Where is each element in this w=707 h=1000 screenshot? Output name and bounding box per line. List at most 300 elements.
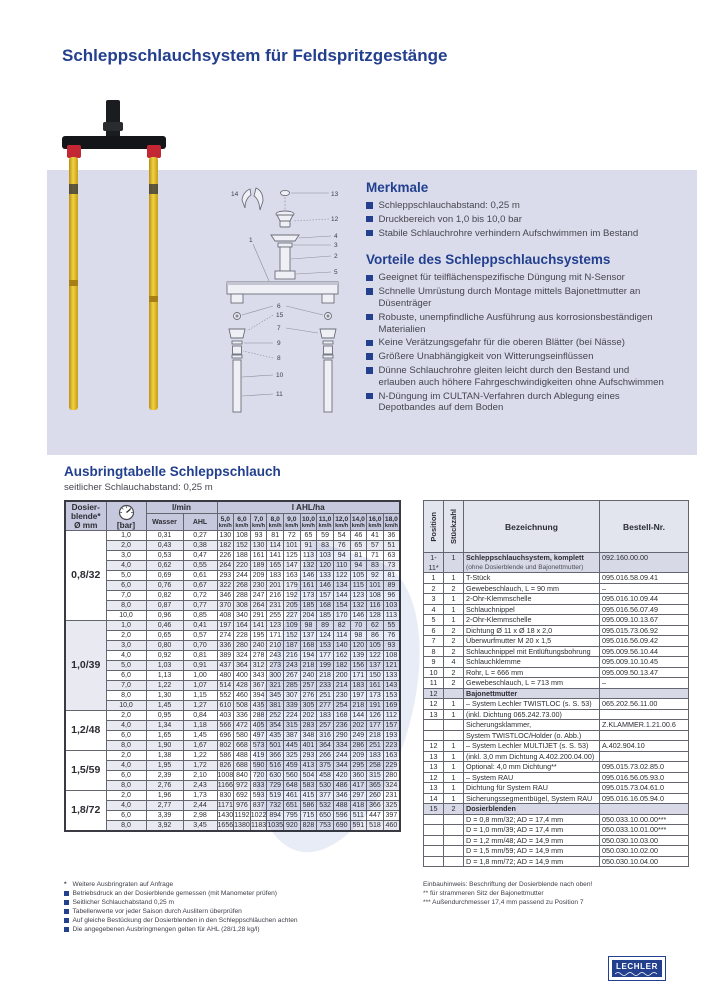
parts-footnote: *** Außendurchmesser 17,4 mm passend zu Position 7 <box>423 899 584 906</box>
flow-value-cell: 161 <box>367 681 384 691</box>
flow-value-cell: 590 <box>250 761 267 771</box>
flow-value-cell: 366 <box>367 801 384 811</box>
flow-table-subheading: seitlicher Schlauchabstand: 0,25 m <box>64 482 213 493</box>
parts-cell-ordernr: 050.030.10.02.00 <box>600 846 689 857</box>
flow-value-cell: 218 <box>300 661 317 671</box>
flow-table-row <box>65 781 400 791</box>
ahl-cell: 0,72 <box>183 591 217 601</box>
flow-value-cell: 51 <box>383 541 400 551</box>
parts-cell-name: Gewebeschlauch, L = 90 mm <box>464 583 600 594</box>
flow-value-cell: 123 <box>350 591 367 601</box>
ahl-cell: 0,85 <box>183 611 217 621</box>
parts-cell-ordernr: A.402.904.10 <box>600 741 689 752</box>
flow-value-cell: 54 <box>333 531 350 541</box>
flow-value-cell: 94 <box>333 551 350 561</box>
flow-value-cell: 200 <box>333 671 350 681</box>
flow-value-cell: 336 <box>234 711 251 721</box>
pressure-unit-label: [bar] <box>116 521 136 530</box>
col-header-dosierblende <box>65 501 106 531</box>
ahl-cell: 1,73 <box>183 791 217 801</box>
ring-part <box>278 243 292 247</box>
bayonet-nut-part <box>280 221 290 227</box>
flow-value-cell: 185 <box>317 611 334 621</box>
flow-value-cell: 795 <box>284 811 301 821</box>
parts-cell-ordernr: Z.KLAMMER.1.21.00.6 <box>600 720 689 731</box>
flow-value-cell: 240 <box>300 671 317 681</box>
flow-value-cell: 65 <box>350 541 367 551</box>
flow-value-cell: 228 <box>234 631 251 641</box>
pressure-cell: 7,0 <box>106 681 146 691</box>
bullet-square-icon <box>366 353 373 360</box>
parts-cell-ordernr: 095.009.56.10.44 <box>600 646 689 657</box>
flow-value-cell: 286 <box>350 741 367 751</box>
feature-item <box>366 214 668 226</box>
flow-value-cell: 89 <box>383 581 400 591</box>
flow-value-cell: 103 <box>317 551 334 561</box>
flow-value-cell: 201 <box>267 581 284 591</box>
flow-value-cell: 103 <box>383 601 400 611</box>
flow-value-cell: 596 <box>333 811 350 821</box>
parts-table-row <box>424 657 689 668</box>
flow-value-cell: 57 <box>367 541 384 551</box>
wasser-cell: 0,53 <box>146 551 183 561</box>
flow-value-cell: 216 <box>284 651 301 661</box>
parts-cell-position <box>424 835 444 846</box>
parts-cell-position: 6 <box>424 625 444 636</box>
page-title: Schleppschlauchsystem für Feldspritzgestänge <box>62 46 448 65</box>
col-header-speed: 6,0 km/h <box>235 515 249 529</box>
flow-value-cell: 293 <box>300 751 317 761</box>
flow-value-cell: 243 <box>267 651 284 661</box>
col-header-bestellnr: Bestell-Nr. <box>600 501 689 553</box>
parts-footnote: ** für strammeren Sitz der Bajonettmutter <box>423 890 544 897</box>
parts-cell-position: 12 <box>424 699 444 710</box>
bullet-square-icon <box>64 918 69 923</box>
flow-value-cell: 41 <box>367 531 384 541</box>
col-header-pressure <box>106 501 146 531</box>
flow-value-cell: 86 <box>367 631 384 641</box>
wasser-cell: 1,13 <box>146 671 183 681</box>
bullet-square-icon <box>366 230 373 237</box>
flow-value-cell: 344 <box>333 761 350 771</box>
flow-value-cell: 223 <box>383 741 400 751</box>
flow-value-cell: 92 <box>367 571 384 581</box>
parts-cell-qty <box>444 720 464 731</box>
flow-value-cell: 140 <box>333 641 350 651</box>
flow-value-cell: 183 <box>367 751 384 761</box>
pressure-cell: 2,0 <box>106 711 146 721</box>
advantage-item <box>366 286 668 310</box>
flow-value-cell: 89 <box>317 621 334 631</box>
flow-value-cell: 586 <box>217 751 234 761</box>
wasser-cell: 0,95 <box>146 711 183 721</box>
wasser-cell: 3,92 <box>146 821 183 832</box>
flow-value-cell: 530 <box>317 781 334 791</box>
orifice-section-label: 0,8/32 <box>65 531 106 621</box>
advantage-item <box>366 337 668 349</box>
washer-part <box>327 315 329 317</box>
parts-cell-qty: 1 <box>444 594 464 605</box>
flow-value-cell: 157 <box>317 591 334 601</box>
flow-table-row <box>65 681 400 691</box>
parts-table-row <box>424 625 689 636</box>
parts-cell-name: 2-Ohr-Klemmschelle <box>464 594 600 605</box>
flow-value-cell: 124 <box>317 631 334 641</box>
parts-table-row <box>424 573 689 584</box>
flow-value-cell: 1171 <box>217 802 233 809</box>
pressure-cell: 6,0 <box>106 731 146 741</box>
header-line: Dosier- <box>71 502 100 512</box>
flow-value-cell: 147 <box>284 561 301 571</box>
bullet-square-icon <box>366 314 373 321</box>
pressure-cell: 1,0 <box>106 531 146 541</box>
cap-part <box>271 235 299 241</box>
flow-value-cell: 418 <box>350 801 367 811</box>
flow-value-cell: 101 <box>367 581 384 591</box>
flow-value-cell: 367 <box>250 681 267 691</box>
pressure-cell: 6,0 <box>106 811 146 821</box>
parts-table-row <box>424 720 689 731</box>
flow-value-cell: 729 <box>267 781 284 791</box>
parts-cell-name: Schlauchnippel mit Entlüftungsbohrung <box>464 646 600 657</box>
bullet-square-icon <box>64 927 69 932</box>
bayonet-nut-part <box>277 215 293 221</box>
parts-cell-name: Gewebeschlauch, L = 713 mm <box>464 678 600 689</box>
parts-cell-name: Sicherungssegmentbügel, System RAU <box>464 793 600 804</box>
flow-value-cell: 153 <box>317 641 334 651</box>
flow-value-cell: 472 <box>234 721 251 731</box>
parts-cell-qty: 1 <box>444 615 464 626</box>
bullet-text: Schnelle Umrüstung durch Montage mittels Bajonettmutter an Düsenträger <box>378 286 641 309</box>
parts-table-row <box>424 793 689 804</box>
flow-value-cell: 648 <box>284 781 301 791</box>
diagram-callout-label: 8 <box>277 355 281 362</box>
bullet-text: Geeignet für teilflächenspezifische Düngung mit N-Sensor <box>378 272 625 284</box>
ahl-cell: 0,47 <box>183 551 217 561</box>
parts-list-table <box>423 500 689 867</box>
parts-cell-position: 4 <box>424 604 444 615</box>
flow-value-cell: 123 <box>267 621 284 631</box>
flow-rate-table <box>64 500 401 832</box>
col-header-qty: Stückzahl <box>444 501 464 553</box>
col-header-speed: 8,0 km/h <box>268 515 282 529</box>
parts-cell-position: 8 <box>424 646 444 657</box>
ahl-cell: 0,81 <box>183 651 217 661</box>
flow-table-row <box>65 731 400 741</box>
ring-part <box>323 341 333 344</box>
parts-table-row <box>424 741 689 752</box>
diagram-callout-label: 7 <box>277 325 281 332</box>
flow-value-cell: 1380 <box>234 822 250 829</box>
flow-value-cell: 428 <box>234 681 251 691</box>
seal-part <box>281 190 290 195</box>
diagram-callout-label: 4 <box>334 233 338 240</box>
flow-value-cell: 98 <box>300 621 317 631</box>
parts-cell-position <box>424 730 444 741</box>
pressure-cell: 4,0 <box>106 721 146 731</box>
flow-value-cell: 108 <box>367 591 384 601</box>
flow-table-row <box>65 571 400 581</box>
flow-value-cell: 283 <box>300 721 317 731</box>
parts-cell-ordernr <box>600 688 689 699</box>
wasser-cell: 0,87 <box>146 601 183 611</box>
clamp-part <box>254 188 263 210</box>
flow-value-cell: 177 <box>367 721 384 731</box>
flow-value-cell: 81 <box>383 571 400 581</box>
pressure-cell: 10,0 <box>106 611 146 621</box>
flow-value-cell: 157 <box>383 721 400 731</box>
flow-value-cell: 247 <box>250 591 267 601</box>
flow-table-row <box>65 541 400 551</box>
flow-value-cell: 690 <box>333 821 350 832</box>
flow-value-cell: 230 <box>333 691 350 701</box>
flow-value-cell: 692 <box>234 791 251 801</box>
parts-cell-ordernr <box>600 730 689 741</box>
parts-cell-qty: 1 <box>444 772 464 783</box>
diagram-callout-label: 3 <box>334 242 338 249</box>
parts-cell-qty: 1 <box>444 604 464 615</box>
parts-cell-ordernr: 095.016.56.07.49 <box>600 604 689 615</box>
col-header-speed: 14,0 km/h <box>351 515 365 529</box>
flow-value-cell: 833 <box>250 781 267 791</box>
flow-value-cell: 1008 <box>217 772 234 779</box>
flow-value-cell: 273 <box>267 661 284 671</box>
wasser-cell: 1,95 <box>146 761 183 771</box>
wasser-cell: 0,46 <box>146 621 183 631</box>
parts-cell-name: Dosierblenden <box>464 804 600 815</box>
flow-value-cell: 46 <box>350 531 367 541</box>
flow-value-cell: 165 <box>267 561 284 571</box>
flow-value-cell: 122 <box>333 571 350 581</box>
parts-table-row <box>424 772 689 783</box>
flow-value-cell: 236 <box>333 721 350 731</box>
col-header-speed: 7,0 km/h <box>252 515 266 529</box>
flow-value-cell: 109 <box>284 621 301 631</box>
ahl-cell: 0,67 <box>183 581 217 591</box>
parts-cell-name: D = 1,8 mm/72; AD = 14,9 mm <box>464 856 600 867</box>
bullet-text: Größere Unabhängigkeit von Witterungseinflüssen <box>378 351 594 363</box>
flow-value-cell: 976 <box>234 801 251 811</box>
parts-cell-ordernr: 095.016.16.05.94.0 <box>600 793 689 804</box>
flow-value-cell: 840 <box>234 771 251 781</box>
flow-value-cell: 191 <box>367 701 384 711</box>
flow-value-cell: 459 <box>284 761 301 771</box>
parts-table-row <box>424 814 689 825</box>
wasser-cell: 0,80 <box>146 641 183 651</box>
parts-table-row <box>424 594 689 605</box>
parts-cell-qty: 2 <box>444 804 464 815</box>
flow-value-cell: 93 <box>250 531 267 541</box>
bullet-square-icon <box>64 900 69 905</box>
parts-table-row <box>424 699 689 710</box>
flow-value-cell: 199 <box>317 661 334 671</box>
flow-value-cell: 183 <box>317 711 334 721</box>
flow-value-cell: 394 <box>250 691 267 701</box>
flow-value-cell: 216 <box>267 591 284 601</box>
parts-cell-name: (inkl. Dichtung 065.242.73.00) <box>464 709 600 720</box>
manifold-stub <box>322 294 334 303</box>
ahl-cell: 2,98 <box>183 811 217 821</box>
ahl-cell: 3,45 <box>183 821 217 832</box>
parts-table-row <box>424 825 689 836</box>
parts-cell-name: D = 1,2 mm/48; AD = 14,9 mm <box>464 835 600 846</box>
flow-value-cell: 802 <box>217 741 234 751</box>
parts-cell-position <box>424 720 444 731</box>
parts-cell-position: 7 <box>424 636 444 647</box>
flow-value-cell: 324 <box>383 781 400 791</box>
parts-cell-name: 2-Ohr-Klemmschelle <box>464 615 600 626</box>
diagram-callout-label: 1 <box>249 237 253 244</box>
flow-value-cell: 240 <box>250 641 267 651</box>
ahl-cell: 0,84 <box>183 711 217 721</box>
flow-value-cell: 364 <box>234 661 251 671</box>
ahl-cell: 2,43 <box>183 781 217 791</box>
flow-value-cell: 593 <box>250 791 267 801</box>
flow-value-cell: 152 <box>284 631 301 641</box>
product-photo <box>55 100 185 420</box>
flow-value-cell: 732 <box>267 801 284 811</box>
flow-value-cell: 121 <box>383 661 400 671</box>
flow-value-cell: 278 <box>250 651 267 661</box>
footnote-text: Auf gleiche Bestückung der Dosierblenden in den Schleppschläuchen achten <box>72 917 298 924</box>
flow-value-cell: 415 <box>300 791 317 801</box>
flow-value-cell: 445 <box>284 741 301 751</box>
flow-value-cell: 280 <box>383 771 400 781</box>
parts-cell-ordernr: 050.030.10.04.00 <box>600 856 689 867</box>
flow-table-row <box>65 691 400 701</box>
flow-table-heading: Ausbringtabelle Schleppschlauch <box>64 464 281 479</box>
flow-value-cell: 141 <box>267 551 284 561</box>
col-header-ahl: AHL <box>183 514 217 531</box>
wasser-cell: 3,39 <box>146 811 183 821</box>
parts-cell-qty: 2 <box>444 646 464 657</box>
col-header-wasser: Wasser <box>146 514 183 531</box>
parts-cell-position: 12 <box>424 741 444 752</box>
flow-table-row <box>65 821 400 832</box>
parts-cell-name: – System Lechler MULTIJET (s. S. 53) <box>464 741 600 752</box>
flow-value-cell: 387 <box>284 731 301 741</box>
flow-value-cell: 720 <box>250 771 267 781</box>
parts-cell-ordernr <box>600 709 689 720</box>
flow-value-cell: 59 <box>317 531 334 541</box>
flow-value-cell: 120 <box>317 561 334 571</box>
flow-table-row <box>65 671 400 681</box>
flow-value-cell: 334 <box>333 741 350 751</box>
wasser-cell: 0,43 <box>146 541 183 551</box>
flow-value-cell: 305 <box>300 701 317 711</box>
flow-value-cell: 146 <box>300 571 317 581</box>
flow-value-cell: 163 <box>284 571 301 581</box>
flow-value-cell: 312 <box>250 661 267 671</box>
parts-cell-qty: 1 <box>444 783 464 794</box>
parts-cell-name: System TWISTLOC/Holder (o. Abb.) <box>464 730 600 741</box>
flow-value-cell: 137 <box>367 661 384 671</box>
flow-value-cell: 830 <box>217 791 234 801</box>
pressure-cell: 8,0 <box>106 781 146 791</box>
parts-cell-position <box>424 856 444 867</box>
flow-value-cell: 108 <box>383 651 400 661</box>
flow-value-cell: 308 <box>234 601 251 611</box>
parts-cell-ordernr: 095.009.50.13.47 <box>600 667 689 678</box>
bullet-text: Stabile Schlauchrohre verhindern Aufschwimmen im Bestand <box>378 227 639 239</box>
flow-value-cell: 826 <box>217 761 234 771</box>
flow-value-cell: 162 <box>333 651 350 661</box>
ahl-cell: 1,22 <box>183 751 217 761</box>
flow-value-cell: 389 <box>217 651 234 661</box>
bullet-square-icon <box>366 216 373 223</box>
flow-value-cell: 501 <box>267 741 284 751</box>
parts-cell-qty: 1 <box>444 762 464 773</box>
flow-value-cell: 218 <box>350 701 367 711</box>
flow-value-cell: 122 <box>367 651 384 661</box>
wasser-cell: 0,31 <box>146 531 183 541</box>
parts-cell-qty: 1 <box>444 573 464 584</box>
flow-value-cell: 163 <box>383 751 400 761</box>
parts-footnote: Einbauhinweis: Beschriftung der Dosierblende nach oben! <box>423 881 593 888</box>
flow-value-cell: 255 <box>267 611 284 621</box>
parts-cell-qty: 1 <box>444 793 464 804</box>
flow-value-cell: 460 <box>234 691 251 701</box>
col-header-speed: 12,0 km/h <box>335 515 349 529</box>
flow-value-cell: 125 <box>284 551 301 561</box>
parts-table-row <box>424 678 689 689</box>
parts-cell-qty: 2 <box>444 678 464 689</box>
feature-item <box>366 228 668 240</box>
flow-value-cell: 504 <box>300 771 317 781</box>
flow-value-cell: 218 <box>367 731 384 741</box>
flow-value-cell: 76 <box>333 541 350 551</box>
parts-cell-name: Sicherungsklammer, <box>464 720 600 731</box>
pressure-cell: 3,0 <box>106 641 146 651</box>
wasser-cell: 1,30 <box>146 691 183 701</box>
parts-cell-ordernr: 095.016.56.09.42 <box>600 636 689 647</box>
flow-table-row <box>65 631 400 641</box>
flow-footnote <box>64 889 409 898</box>
pressure-cell: 6,0 <box>106 771 146 781</box>
flow-value-cell: 244 <box>333 751 350 761</box>
flow-value-cell: 183 <box>267 571 284 581</box>
parts-cell-name: – System RAU <box>464 772 600 783</box>
flow-value-cell: 285 <box>284 681 301 691</box>
nut-part <box>320 329 336 338</box>
flow-value-cell: 126 <box>367 711 384 721</box>
flow-value-cell: 105 <box>367 641 384 651</box>
flow-value-cell: 514 <box>217 681 234 691</box>
features-block <box>366 180 668 427</box>
flow-value-cell: 134 <box>333 581 350 591</box>
parts-cell-name: – System Lechler TWISTLOC (s. S. 53) <box>464 699 600 710</box>
flow-value-cell: 182 <box>217 541 234 551</box>
flow-value-cell: 696 <box>217 731 234 741</box>
flow-value-cell: 171 <box>350 671 367 681</box>
wasser-cell: 1,45 <box>146 701 183 711</box>
flow-value-cell: 1183 <box>251 822 267 829</box>
flow-value-cell: 348 <box>300 731 317 741</box>
parts-cell-ordernr: 095.009.10.13.67 <box>600 615 689 626</box>
wasser-cell: 0,65 <box>146 631 183 641</box>
flow-value-cell: 264 <box>217 561 234 571</box>
diagram-callout-label: 2 <box>334 253 338 260</box>
ahl-cell: 0,70 <box>183 641 217 651</box>
flow-value-cell: 70 <box>350 621 367 631</box>
diagram-callout-label: 12 <box>331 216 339 223</box>
flow-value-cell: 113 <box>383 611 400 621</box>
flow-value-cell: 497 <box>250 731 267 741</box>
flow-value-cell: 420 <box>333 771 350 781</box>
flow-value-cell: 189 <box>250 561 267 571</box>
parts-table-row <box>424 846 689 857</box>
parts-table-row <box>424 751 689 762</box>
